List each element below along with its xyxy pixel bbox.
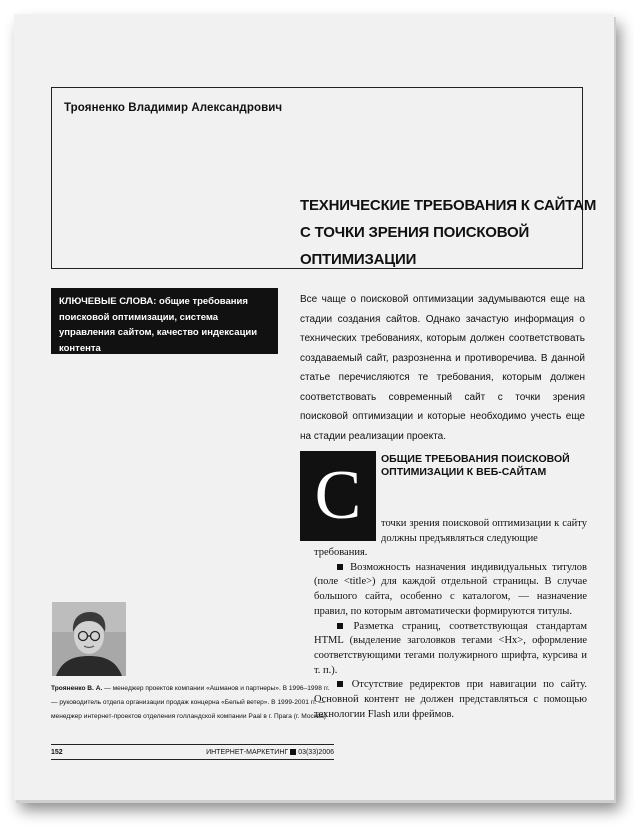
section-heading: ОБЩИЕ ТРЕБОВАНИЯ ПОИСКОВОЙ ОПТИМИЗАЦИИ К ВЕБ-САЙТАМ [381, 453, 570, 478]
section-first-cont: требования. [314, 547, 368, 558]
bullet-text: Разметка страниц, соответствующая стандартам HTML (выделение заголовков тегами <Hx>, оформление соответствующими тегами полужирного шрифта, курсива и т. п.). [314, 620, 587, 676]
author-bio [51, 682, 333, 724]
bullet-square-icon [337, 681, 343, 687]
keywords-box [51, 288, 278, 354]
page-footer [51, 745, 334, 760]
title-line: С ТОЧКИ ЗРЕНИЯ ПОИСКОВОЙ [300, 224, 530, 241]
keywords-text: общие требования поисковой оптимизации, система управления сайтом, качество индексации контента [59, 296, 258, 354]
bullet-text: Возможность назначения индивидуальных титулов (поле <title>) для каждой отдельной страницы. В случае большого сайта, особенно с каталогом, — назначение правил, по которым автоматически формируются титулы. [314, 561, 587, 617]
footer-journal [206, 747, 334, 758]
article-header-box [51, 87, 597, 269]
intro-paragraph: Все чаще о поисковой оптимизации задумываются еще на стадии создания сайтов. Однако зачастую информация о технических требованиях, которым должен соответствовать создаваемый сайт, разрозненна и противоречива. В данной статье перечисляются те требования, которым должен соответствовать современный сайт с точки зрения поисковой оптимизации и которые необходимо учесть еще на стадии реализации проекта. [300, 294, 585, 442]
author-name: Трояненко Владимир Александрович [64, 102, 283, 114]
bullet-item [314, 678, 587, 722]
bullet-item [314, 561, 587, 620]
article-title [300, 192, 597, 273]
bio-name: Трояненко В. А. [51, 685, 103, 692]
bullet-text: Отсутствие редиректов при навигации по сайту. Основной контент не должен представляться с помощью технологии Flash или фреймов. [314, 679, 588, 720]
drop-cap: С [300, 451, 376, 541]
section-first-text: точки зрения поисковой оптимизации к сайту должны предъявляться следующие [381, 518, 587, 544]
magazine-page [14, 14, 614, 800]
section-body [314, 546, 587, 722]
page-number: 152 [51, 749, 63, 756]
journal-issue: 03(33)2006 [298, 749, 334, 756]
title-line: ТЕХНИЧЕСКИЕ ТРЕБОВАНИЯ К САЙТАМ [300, 197, 597, 214]
title-line: ОПТИМИЗАЦИИ [300, 251, 417, 268]
bio-text: — менеджер проектов компании «Ашманов и партнеры». В 1996–1998 гг. — руководитель отдела организации продаж концерна «Белый ветер». В 1999-2001 гг. — менеджер интернет-проектов отделения голландской компании Paal в г. Прага (г. Москва) [51, 685, 330, 720]
keywords-label: КЛЮЧЕВЫЕ СЛОВА: [59, 296, 157, 307]
author-photo [52, 602, 126, 676]
journal-name: ИНТЕРНЕТ-МАРКЕТИНГ [206, 749, 289, 756]
bullet-item [314, 620, 587, 679]
bullet-square-icon [337, 623, 343, 629]
footer-square-icon [290, 749, 296, 755]
author-portrait-icon [52, 602, 126, 676]
bullet-square-icon [337, 564, 343, 570]
